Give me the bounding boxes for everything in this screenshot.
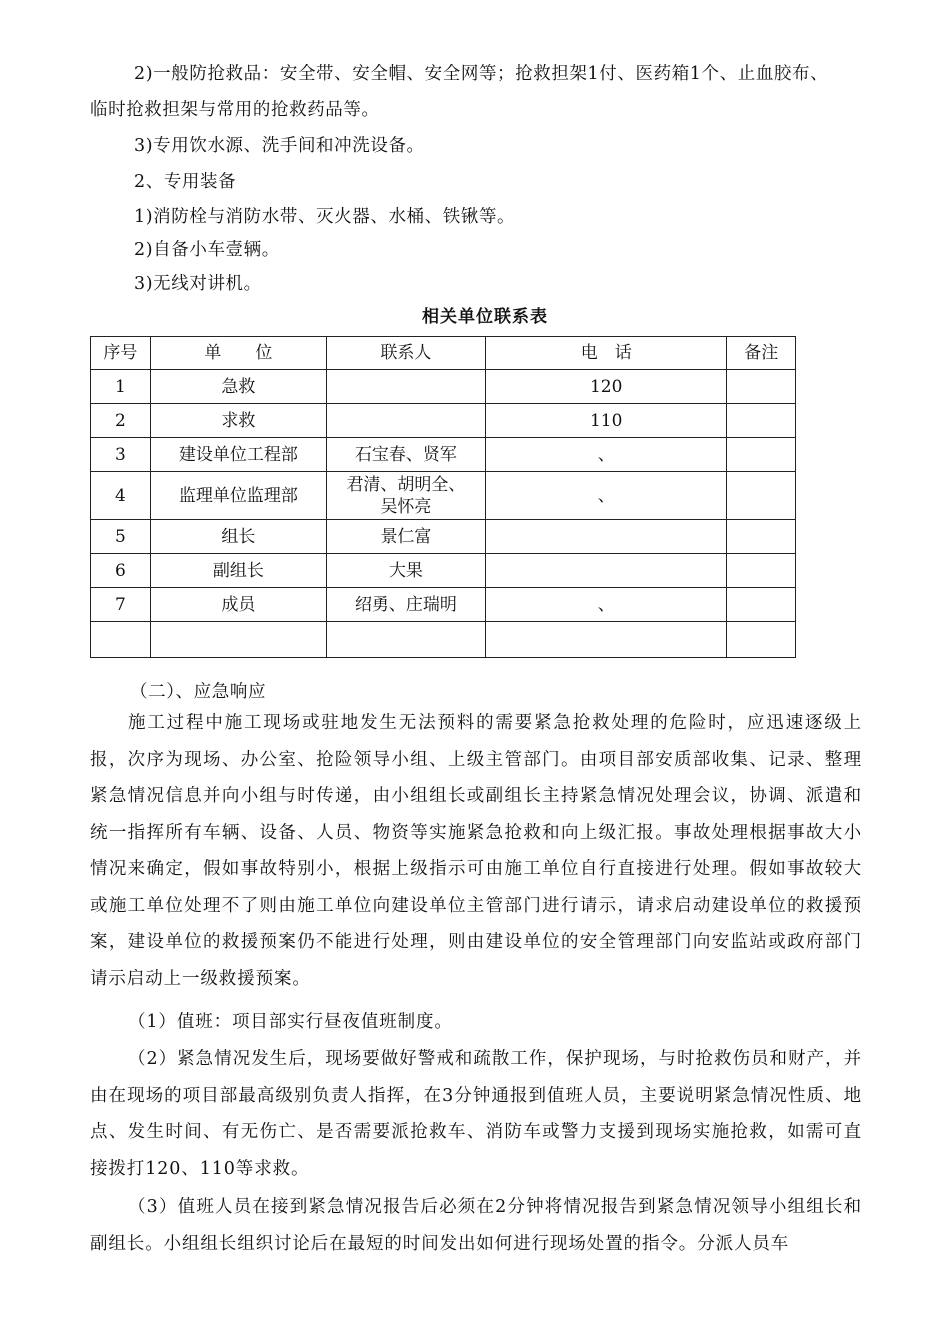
cell-contact: 大果 bbox=[326, 554, 485, 588]
cell-unit: 建设单位工程部 bbox=[150, 438, 326, 472]
body-paragraph-3: （2）紧急情况发生后，现场要做好警戒和疏散工作，保护现场，与时抢救伤员和财产，并由在现场的项目部最高级别负责人指挥，在3分钟通报到值班人员，主要说明紧急情况性质、地点、发生时间、有无伤亡、是否需要派抢救车、消防车或警力支援到现场实施抢救，如需可直接拨打120、110等求救。 bbox=[90, 1049, 862, 1179]
cell-contact: 君清、胡明全、吴怀亮 bbox=[326, 472, 485, 520]
intro-line-6: 2)自备小车壹辆。 bbox=[134, 240, 280, 260]
cell-note bbox=[727, 404, 796, 438]
intro-line-5: 1)消防栓与消防水带、灭火器、水桶、铁锹等。 bbox=[134, 207, 516, 227]
cell-no: 2 bbox=[91, 404, 151, 438]
cell-note bbox=[727, 438, 796, 472]
cell-no: 4 bbox=[91, 472, 151, 520]
intro-line-2: 临时抢救担架与常用的抢救药品等。 bbox=[90, 100, 380, 120]
cell-unit bbox=[150, 622, 326, 658]
cell-unit: 急救 bbox=[150, 370, 326, 404]
cell-no: 1 bbox=[91, 370, 151, 404]
body-paragraph-4: （3）值班人员在接到紧急情况报告后必须在2分钟将情况报告到紧急情况领导小组组长和副组长。小组组长组织讨论后在最短的时间发出如何进行现场处置的指令。分派人员车 bbox=[90, 1197, 862, 1254]
cell-unit: 求救 bbox=[150, 404, 326, 438]
intro-line-3: 3)专用饮水源、洗手间和冲洗设备。 bbox=[134, 136, 425, 156]
table-row bbox=[91, 438, 796, 472]
cell-contact bbox=[326, 404, 485, 438]
section-heading: （二）、应急响应 bbox=[130, 682, 267, 702]
table-row bbox=[91, 370, 796, 404]
cell-contact bbox=[326, 370, 485, 404]
cell-unit: 监理单位监理部 bbox=[150, 472, 326, 520]
header-contact: 联系人 bbox=[326, 337, 485, 370]
cell-no: 3 bbox=[91, 438, 151, 472]
table-row bbox=[91, 588, 796, 622]
cell-note bbox=[727, 554, 796, 588]
body-paragraph-2: （1）值班：项目部实行昼夜值班制度。 bbox=[128, 1012, 453, 1032]
cell-contact bbox=[326, 622, 485, 658]
header-unit: 单 位 bbox=[150, 337, 326, 370]
cell-phone: 、 bbox=[485, 472, 727, 520]
cell-unit: 副组长 bbox=[150, 554, 326, 588]
cell-phone: 110 bbox=[485, 404, 727, 438]
header-note: 备注 bbox=[727, 337, 796, 370]
cell-contact: 石宝春、贤军 bbox=[326, 438, 485, 472]
header-no: 序号 bbox=[91, 337, 151, 370]
body-paragraph-1: 施工过程中施工现场或驻地发生无法预料的需要紧急抢救处理的危险时，应迅速逐级上报，次序为现场、办公室、抢险领导小组、上级主管部门。由项目部安质部收集、记录、整理紧急情况信息并向小组与时传递，由小组组长或副组长主持紧急情况处理会议，协调、派遣和统一指挥所有车辆、设备、人员、物资等实施紧急抢救和向上级汇报。事故处理根据事故大小情况来确定，假如事故特别小，根据上级指示可由施工单位自行直接进行处理。假如事故较大或施工单位处理不了则由施工单位向建设单位主管部门进行请示，请求启动建设单位的救援预案，建设单位的救援预案仍不能进行处理，则由建设单位的安全管理部门向安监站或政府部门请示启动上一级救援预案。 bbox=[90, 713, 862, 989]
intro-line-7: 3)无线对讲机。 bbox=[134, 274, 262, 294]
cell-note bbox=[727, 622, 796, 658]
cell-no: 5 bbox=[91, 520, 151, 554]
cell-note bbox=[727, 520, 796, 554]
table-row bbox=[91, 622, 796, 658]
table-row bbox=[91, 554, 796, 588]
cell-note bbox=[727, 370, 796, 404]
intro-line-1: 2)一般防抢救品：安全带、安全帽、安全网等；抢救担架1付、医药箱1个、止血胶布、 bbox=[134, 64, 829, 84]
table-row bbox=[91, 404, 796, 438]
cell-no: 7 bbox=[91, 588, 151, 622]
contacts-table bbox=[90, 336, 796, 658]
header-phone: 电 话 bbox=[485, 337, 727, 370]
cell-phone bbox=[485, 520, 727, 554]
cell-unit: 成员 bbox=[150, 588, 326, 622]
table-title: 相关单位联系表 bbox=[422, 307, 548, 327]
cell-note bbox=[727, 588, 796, 622]
cell-no: 6 bbox=[91, 554, 151, 588]
intro-line-4: 2、专用装备 bbox=[134, 172, 237, 192]
cell-contact: 绍勇、庄瑞明 bbox=[326, 588, 485, 622]
cell-contact: 景仁富 bbox=[326, 520, 485, 554]
table-header-row bbox=[91, 337, 796, 370]
cell-phone bbox=[485, 554, 727, 588]
cell-phone: 、 bbox=[485, 588, 727, 622]
table-row bbox=[91, 520, 796, 554]
cell-unit: 组长 bbox=[150, 520, 326, 554]
cell-phone bbox=[485, 622, 727, 658]
cell-note bbox=[727, 472, 796, 520]
table-row bbox=[91, 472, 796, 520]
cell-no bbox=[91, 622, 151, 658]
cell-phone: 120 bbox=[485, 370, 727, 404]
cell-phone: 、 bbox=[485, 438, 727, 472]
